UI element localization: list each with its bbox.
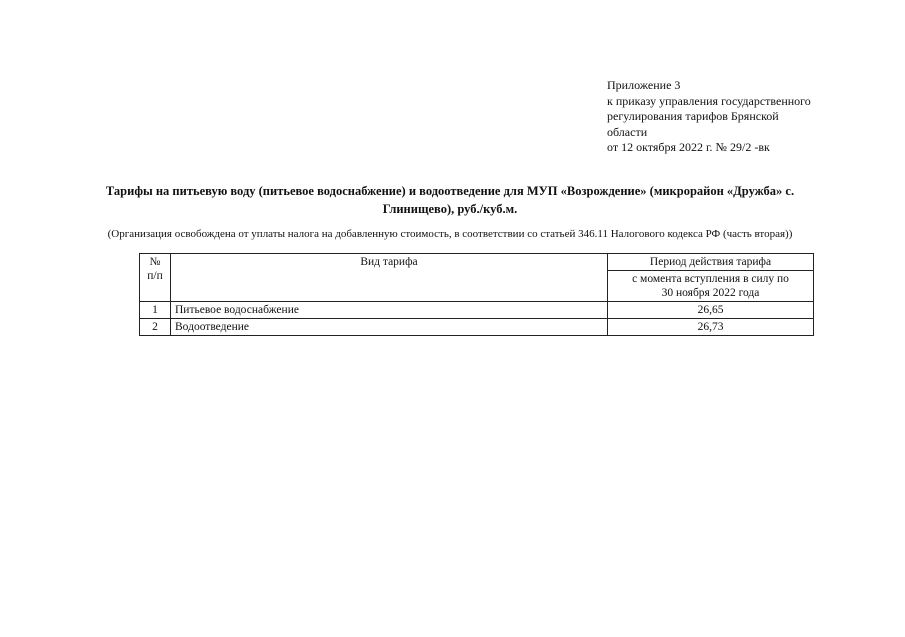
header-kind-cell: Вид тарифа bbox=[171, 254, 608, 302]
row-num-cell: 1 bbox=[140, 302, 171, 319]
appendix-line: регулирования тарифов Брянской bbox=[607, 109, 779, 123]
appendix-line: Приложение 3 bbox=[607, 78, 681, 92]
appendix-line: от 12 октября 2022 г. № 29/2 -вк bbox=[607, 140, 770, 154]
appendix-block bbox=[607, 78, 867, 156]
period-sub-line: с момента вступления в силу по bbox=[632, 273, 789, 285]
header-num-sub-label: п/п bbox=[147, 270, 163, 282]
document-title bbox=[80, 182, 820, 218]
document-title-line: Глинищево), руб./куб.м. bbox=[382, 202, 518, 216]
appendix-line: области bbox=[607, 124, 648, 139]
period-sub-line: 30 ноября 2022 года bbox=[661, 287, 760, 299]
table-header-row bbox=[140, 254, 814, 271]
header-num-cell bbox=[140, 254, 171, 302]
row-kind-cell: Водоотведение bbox=[171, 319, 608, 336]
row-kind-cell: Питьевое водоснабжение bbox=[171, 302, 608, 319]
header-period-cell: Период действия тарифа bbox=[608, 254, 814, 271]
tax-note: (Организация освобождена от уплаты налога на добавленную стоимость, в соответствии со статьей 346.11 Налогового кодекса РФ (часть вторая)) bbox=[107, 228, 793, 240]
tariff-table bbox=[139, 253, 814, 336]
row-value-cell: 26,65 bbox=[608, 302, 814, 319]
header-num-label: № bbox=[149, 256, 161, 268]
header-period-sub-cell bbox=[608, 271, 814, 302]
table-row bbox=[140, 319, 814, 336]
row-value-cell: 26,73 bbox=[608, 319, 814, 336]
table-row bbox=[140, 302, 814, 319]
appendix-line: к приказу управления государственного bbox=[607, 93, 811, 108]
document-title-line: Тарифы на питьевую воду (питьевое водоснабжение) и водоотведение для МУП «Возрождение» (микрорайон «Дружба» с. bbox=[105, 184, 795, 198]
row-num-cell: 2 bbox=[140, 319, 171, 336]
